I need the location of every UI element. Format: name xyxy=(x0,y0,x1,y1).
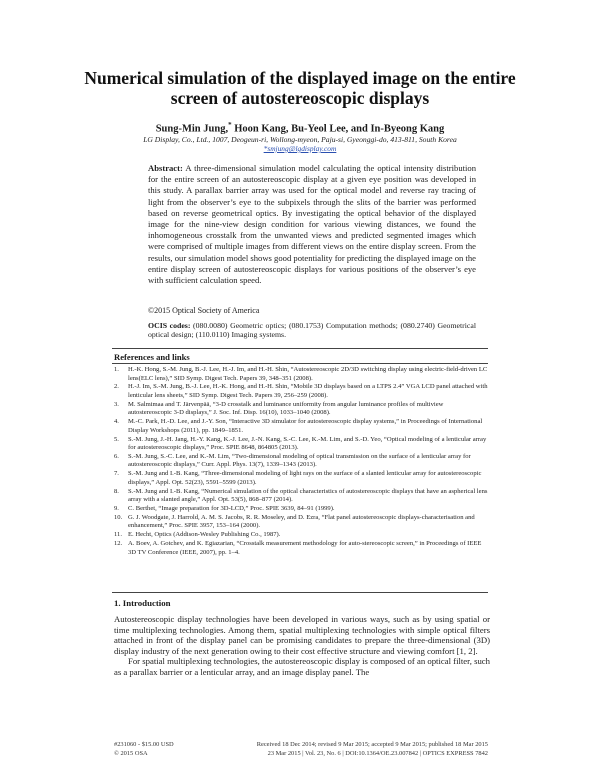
corresponding-mark: * xyxy=(228,121,232,129)
section-heading: 1. Introduction xyxy=(114,598,171,608)
affiliation: LG Display, Co., Ltd., 1007, Deogeun-ri, Wollong-myeon, Paju-si, Gyeonggi-do, 413-811, South Korea xyxy=(143,135,457,144)
reference-item: 9. C. Berthet, “Image preparation for 3D-LCD,” Proc. SPIE 3639, 84–91 (1999). xyxy=(114,505,335,512)
reference-item: 8. S.-M. Jung and I.-B. Kang, “Numerical simulation of the optical characteristics of autostereoscopic displays that have an aspherical lens array with a slanted angle,” Appl. Opt. 53(5), 868–877 (2014). xyxy=(114,487,488,504)
paper-title: Numerical simulation of the displayed image on the entire screen of autostereoscopic displays xyxy=(84,68,516,108)
divider-section xyxy=(112,592,488,593)
other-authors: Hoon Kang, Bu-Yeol Lee, and In-Byeong Kang xyxy=(231,123,445,135)
abstract xyxy=(148,163,476,286)
reference-item: 7. S.-M. Jung and I.-B. Kang, “Three-dimensional modeling of light rays on the surface of a slanted lenticular array for autostereoscopic displays,” Appl. Opt. 52(23), 5591–5599 (2013). xyxy=(114,470,482,486)
reference-item: 1. H.-K. Hong, S.-M. Jung, B.-J. Lee, H.-J. Im, and H.-H. Shin, “Autostereoscopic 2D/3D switching display using electric-field-driven LC lens(ELC lens),” SID Symp. Digest Tech. Papers 39, 348–351 (2008). xyxy=(114,366,488,382)
footer-copyright: © 2015 OSA xyxy=(114,749,148,757)
reference-item: 10. G. J. Woodgate, J. Harrold, A. M. S. Jacobs, R. R. Moseley, and D. Ezra, “Flat panel autostereoscopic displays-characterisation and enhancement,” Proc. SPIE 3957, 153–164 (2000). xyxy=(114,513,475,530)
references-heading: References and links xyxy=(114,352,190,362)
introduction-body xyxy=(114,614,490,678)
abstract-label: Abstract: xyxy=(148,163,183,173)
reference-list xyxy=(114,366,488,557)
ocis-label: OCIS codes: xyxy=(148,321,191,330)
divider-references xyxy=(112,363,488,364)
ocis-codes xyxy=(148,321,476,340)
manuscript-id: #231060 - $15.00 USD xyxy=(114,741,174,748)
reference-item: 3. M. Salmimaa and T. Järvenpää, “3-D crosstalk and luminance uniformity from angular luminance profiles of multiview autostereoscopic 3-D displays,” J. Soc. Inf. Disp. 16(10), 1033–1040 (2008). xyxy=(114,400,444,417)
publication-dates: Received 18 Dec 2014; revised 9 Mar 2015; accepted 9 Mar 2015; published 18 Mar 2015 xyxy=(256,741,488,748)
reference-item: 12. A. Boev, A. Gotchev, and K. Egiazarian, “Crosstalk measurement methodology for auto-stereoscopic screen,” in Proceedings of IEEE 3D TV Conference (IEEE, 2007), pp. 1–4. xyxy=(114,539,482,556)
reference-item: 6. S.-M. Jung, S.-C. Lee, and K.-M. Lim, “Two-dimensional modeling of optical transmission on the surface of a lenticular array for autostereoscopic displays,” Curr. Appl. Phys. 13(7), 1339–1343 (2013). xyxy=(114,452,471,469)
reference-item: 4. M.-C. Park, H.-D. Lee, and J.-Y. Son, “Interactive 3D simulator for autostereoscopic display systems,” in Proceedings of International Display Workshops (2011), pp. 1849–1851. xyxy=(114,418,483,434)
paragraph: Autostereoscopic display technologies have been developed in various ways, such as by using spatial or time multiplexing technologies. Among them, spatial multiplexing technologies with simple optical filters attached in front of the display panel can be promising candidates to prepare the three-dimensional (3D) display industry of the next generation owing to their cost effective structure and viewing comfort [1, 2]. xyxy=(114,614,490,656)
abstract-text: A three-dimensional simulation model calculating the optical intensity distribution for the entire screen of an autostereoscopic display at a given eye position was developed in this study. A parallax barrier array was used for the optical model and reverse ray tracing of light from the observer’s eye to the subpixels through the slits of the barrier was performed based on reverse geometrical optics. By investigating the optical behavior of the displayed image for the nine-view design condition for various viewing distances, we found the inhomogeneous crosstalk from the unwanted views and predicted segmented images which were comprised of multiple images from different views on the entire display screen. From the results, our simulation model shows good potentiality for predicting the displayed image on the entire display screen of autostereoscopic displays for various positions of the observer’s eye with sufficient calculation speed. xyxy=(148,163,476,286)
journal-citation: 23 Mar 2015 | Vol. 23, No. 6 | DOI:10.1364/OE.23.007842 | OPTICS EXPRESS 7842 xyxy=(267,749,488,757)
reference-item: 11. E. Hecht, Optics (Addison-Wesley Publishing Co., 1987). xyxy=(114,531,281,539)
footer-left xyxy=(114,741,174,758)
paragraph: For spatial multiplexing technologies, the autostereoscopic display is composed of an optical filter, such as a parallax barrier or a lenticular array, and an image display panel. The xyxy=(114,656,490,677)
ocis-text: (080.0080) Geometric optics; (080.1753) Computation methods; (080.2740) Geometrical optical design; (110.0110) Imaging systems. xyxy=(148,321,476,340)
author-email-link[interactable]: *smjung@lgdisplay.com xyxy=(263,144,337,153)
reference-item: 5. S.-M. Jung, J.-H. Jang, H.-Y. Kang, K.-J. Lee, J.-N. Kang, S.-C. Lee, K.-M. Lim, and S.-D. Yeo, “Optical modeling of a lenticular array for autostereoscopic displays,” Proc. SPIE 8648, 864805 (2013). xyxy=(114,435,487,452)
divider-top xyxy=(112,348,488,349)
first-author: Sung-Min Jung, xyxy=(155,123,229,135)
footer-right xyxy=(257,741,488,758)
reference-item: 2. H.-J. Im, S.-M. Jung, B.-J. Lee, H.-K. Hong, and H.-H. Shin, “Mobile 3D displays based on a LTPS 2.4” VGA LCD panel attached with lenticular lens sheets,” SID Symp. Digest Tech. Papers 39, 256–259 (2008). xyxy=(114,383,488,399)
copyright-notice: ©2015 Optical Society of America xyxy=(148,306,260,315)
author-list xyxy=(60,119,540,136)
